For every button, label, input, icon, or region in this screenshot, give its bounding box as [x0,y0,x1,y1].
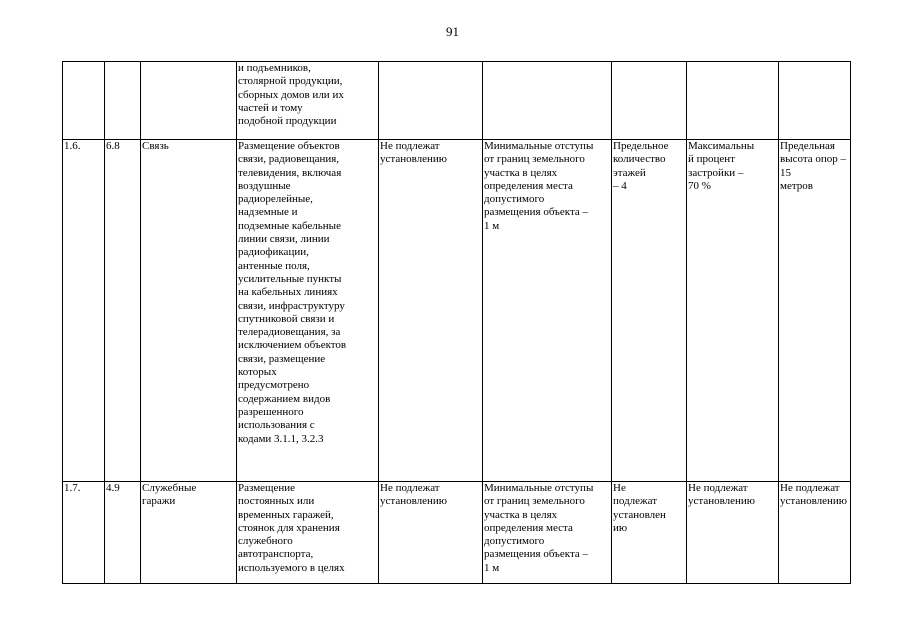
page-number: 91 [446,24,459,39]
setbacks-cell: Минимальные отступы от границ земельного участка в целях определения места допустимого размещения объекта – 1 м [483,140,612,482]
setbacks-cell: Минимальные отступы от границ земельного участка в целях определения места допустимого размещения объекта – 1 м [483,482,612,584]
area-limits-cell: Не подлежат установлению [379,140,483,482]
description-cell: Размещение постоянных или временных гаражей, стоянок для хранения служебного автотранспорта, используемого в целях [237,482,379,584]
table-row [63,140,851,482]
name-cell [141,62,237,140]
row-number-cell: 1.6. [63,140,105,482]
other-params-cell: Не подлежат установлению [779,482,851,584]
coverage-cell: Максимальны й процент застройки – 70 % [687,140,779,482]
area-limits-cell [379,62,483,140]
code-cell: 6.8 [105,140,141,482]
floors-cell [612,62,687,140]
description-cell: и подъемников, столярной продукции, сборных домов или их частей и тому подобной продукции [237,62,379,140]
floors-cell: Не подлежат установлен ию [612,482,687,584]
coverage-cell [687,62,779,140]
row-number-cell [63,62,105,140]
table-row [63,482,851,584]
coverage-cell: Не подлежат установлению [687,482,779,584]
regulations-table [62,61,851,584]
other-params-cell [779,62,851,140]
floors-cell: Предельное количество этажей – 4 [612,140,687,482]
setbacks-cell [483,62,612,140]
area-limits-cell: Не подлежат установлению [379,482,483,584]
other-params-cell: Предельная высота опор – 15 метров [779,140,851,482]
table-row [63,62,851,140]
name-cell: Связь [141,140,237,482]
code-cell: 4.9 [105,482,141,584]
name-cell: Служебные гаражи [141,482,237,584]
row-number-cell: 1.7. [63,482,105,584]
description-cell: Размещение объектов связи, радиовещания, телевидения, включая воздушные радиорелейные, надземные и подземные кабельные линии связи, линии радиофикации, антенные поля, усилительные пункты на кабельных линиях связи, инфраструктуру спутниковой связи и телерадиовещания, за исключением объектов связи, размещение которых предусмотрено содержанием видов разрешенного использования с кодами 3.1.1, 3.2.3 [237,140,379,482]
code-cell [105,62,141,140]
